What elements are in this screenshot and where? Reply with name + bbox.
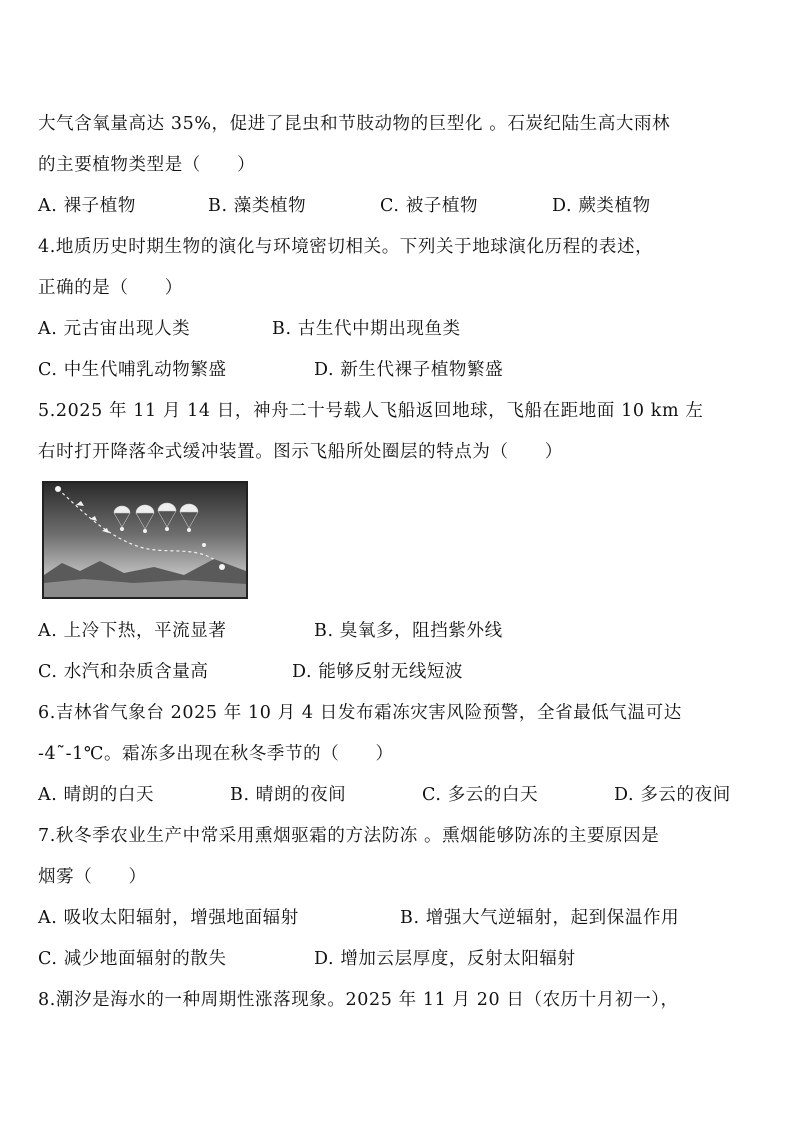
q7-option-d: D. 增加云层厚度，反射太阳辐射 bbox=[314, 949, 576, 969]
q6-stem-line1: 6.吉林省气象台 2025 年 10 月 4 日发布霜冻灾害风险预警，全省最低气温可达 bbox=[38, 703, 682, 723]
q5-option-c: C. 水汽和杂质含量高 bbox=[38, 662, 209, 682]
q3-options bbox=[38, 186, 768, 227]
q3-option-a: A. 裸子植物 bbox=[38, 196, 136, 216]
q6-option-c: C. 多云的白天 bbox=[422, 785, 539, 805]
q5-stem-line1: 5.2025 年 11 月 14 日，神舟二十号载人飞船返回地球，飞船在距地面 10 km 左 bbox=[38, 401, 704, 421]
q4-stem-line2: 正确的是（ ） bbox=[38, 278, 183, 298]
q3-option-b: B. 藻类植物 bbox=[208, 196, 307, 216]
q6-stem-line2: -4˜-1℃。霜冻多出现在秋冬季节的（ ） bbox=[38, 744, 394, 764]
q5-option-b: B. 臭氧多，阻挡紫外线 bbox=[314, 621, 503, 641]
q7-option-c: C. 减少地面辐射的散失 bbox=[38, 949, 227, 969]
q3-option-c: C. 被子植物 bbox=[380, 196, 479, 216]
q4-options-row1 bbox=[38, 309, 768, 350]
exam-page bbox=[38, 104, 768, 1021]
q6-option-d: D. 多云的夜间 bbox=[614, 785, 731, 805]
q4-options-row2 bbox=[38, 350, 768, 391]
q5-options-row1 bbox=[38, 611, 768, 652]
q6-options bbox=[38, 775, 768, 816]
q7-option-b: B. 增强大气逆辐射，起到保温作用 bbox=[400, 908, 680, 928]
q4-stem-line1: 4.地质历史时期生物的演化与环境密切相关。下列关于地球演化历程的表述， bbox=[38, 237, 654, 257]
q6-option-b: B. 晴朗的夜间 bbox=[230, 785, 347, 805]
q6-option-a: A. 晴朗的白天 bbox=[38, 785, 155, 805]
q7-options-row2 bbox=[38, 939, 768, 980]
q7-options-row1 bbox=[38, 898, 768, 939]
q5-option-a: A. 上冷下热，平流显著 bbox=[38, 621, 227, 641]
q7-stem-line1: 7.秋冬季农业生产中常采用熏烟驱霜的方法防冻 。熏烟能够防冻的主要原因是 bbox=[38, 826, 660, 846]
spacecraft-landing-illustration bbox=[44, 483, 246, 597]
q4-option-b: B. 古生代中期出现鱼类 bbox=[272, 319, 461, 339]
q7-option-a: A. 吸收太阳辐射，增强地面辐射 bbox=[38, 908, 299, 928]
spacecraft-landing-figure bbox=[42, 481, 248, 599]
q3-option-d: D. 蕨类植物 bbox=[552, 196, 651, 216]
q8-stem-line1: 8.潮汐是海水的一种周期性涨落现象。2025 年 11 月 20 日（农历十月初一）， bbox=[38, 990, 679, 1010]
q3-stem-line2: 的主要植物类型是（ ） bbox=[38, 155, 256, 175]
q4-option-a: A. 元古宙出现人类 bbox=[38, 319, 191, 339]
q4-option-c: C. 中生代哺乳动物繁盛 bbox=[38, 360, 227, 380]
q7-stem-line2: 烟雾（ ） bbox=[38, 867, 147, 887]
q4-option-d: D. 新生代裸子植物繁盛 bbox=[314, 360, 504, 380]
q5-options-row2 bbox=[38, 652, 768, 693]
q5-option-d: D. 能够反射无线短波 bbox=[292, 662, 464, 682]
q5-stem-line2: 右时打开降落伞式缓冲装置。图示飞船所处圈层的特点为（ ） bbox=[38, 442, 563, 462]
q3-stem-line1: 大气含氧量高达 35%，促进了昆虫和节肢动物的巨型化 。石炭纪陆生高大雨林 bbox=[38, 114, 671, 134]
